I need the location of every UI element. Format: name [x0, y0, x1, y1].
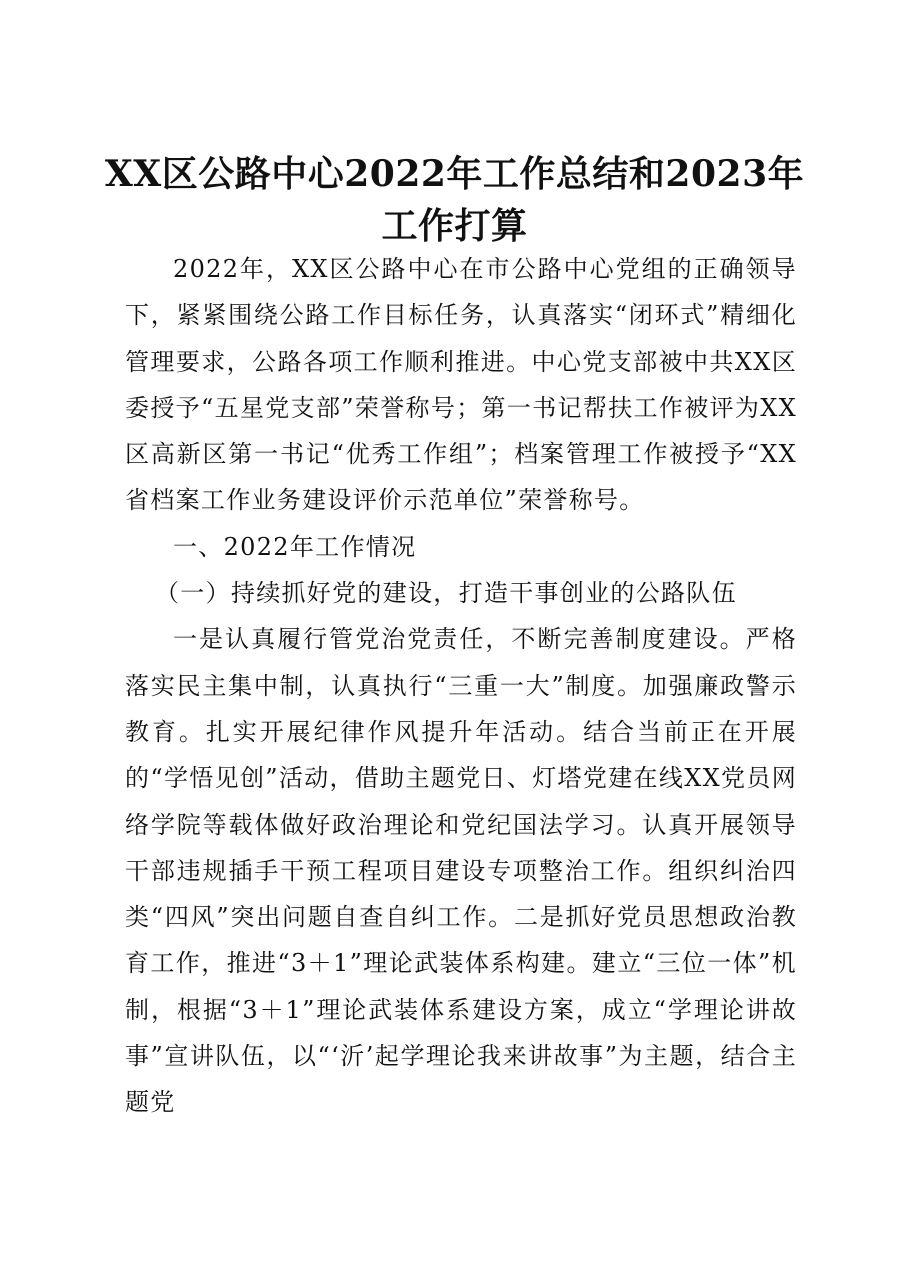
document-body: [125, 246, 797, 1126]
subsection-heading: （一）持续抓好党的建设，打造干事创业的公路队伍: [155, 579, 737, 608]
intro-paragraph: 2022年，XX区公路中心在市公路中心党组的正确领导下，紧紧围绕公路工作目标任务，认真落实“闭环式”精细化管理要求，公路各项工作顺利推进。中心党支部被中共XX区委授予“五星党支部”荣誉称号；第一书记帮扶工作被评为XX区高新区第一书记“优秀工作组”；档案管理工作被授予“XX省档案工作业务建设评价示范单位”荣誉称号。: [125, 255, 797, 515]
document-title: XX区公路中心2022年工作总结和2023年工作打算: [104, 153, 805, 247]
section-heading: 一、2022年工作情况: [173, 532, 417, 561]
body-paragraph: 一是认真履行管党治党责任，不断完善制度建设。严格落实民主集中制，认真执行“三重一大”制度。加强廉政警示教育。扎实开展纪律作风提升年活动。结合当前正在开展的“学悟见创”活动，借助主题党日、灯塔党建在线XX党员网络学院等载体做好政治理论和党纪国法学习。认真开展领导干部违规插手干预工程项目建设专项整治工作。组织纠治四类“四风”突出问题自查自纠工作。二是抓好党员思想政治教育工作，推进“3＋1”理论武装体系构建。建立“三位一体”机制，根据“3＋1”理论武装体系建设方案，成立“学理论讲故事”宣讲队伍，以“‘沂’起学理论我来讲故事”为主题，结合主题党: [125, 625, 797, 1117]
